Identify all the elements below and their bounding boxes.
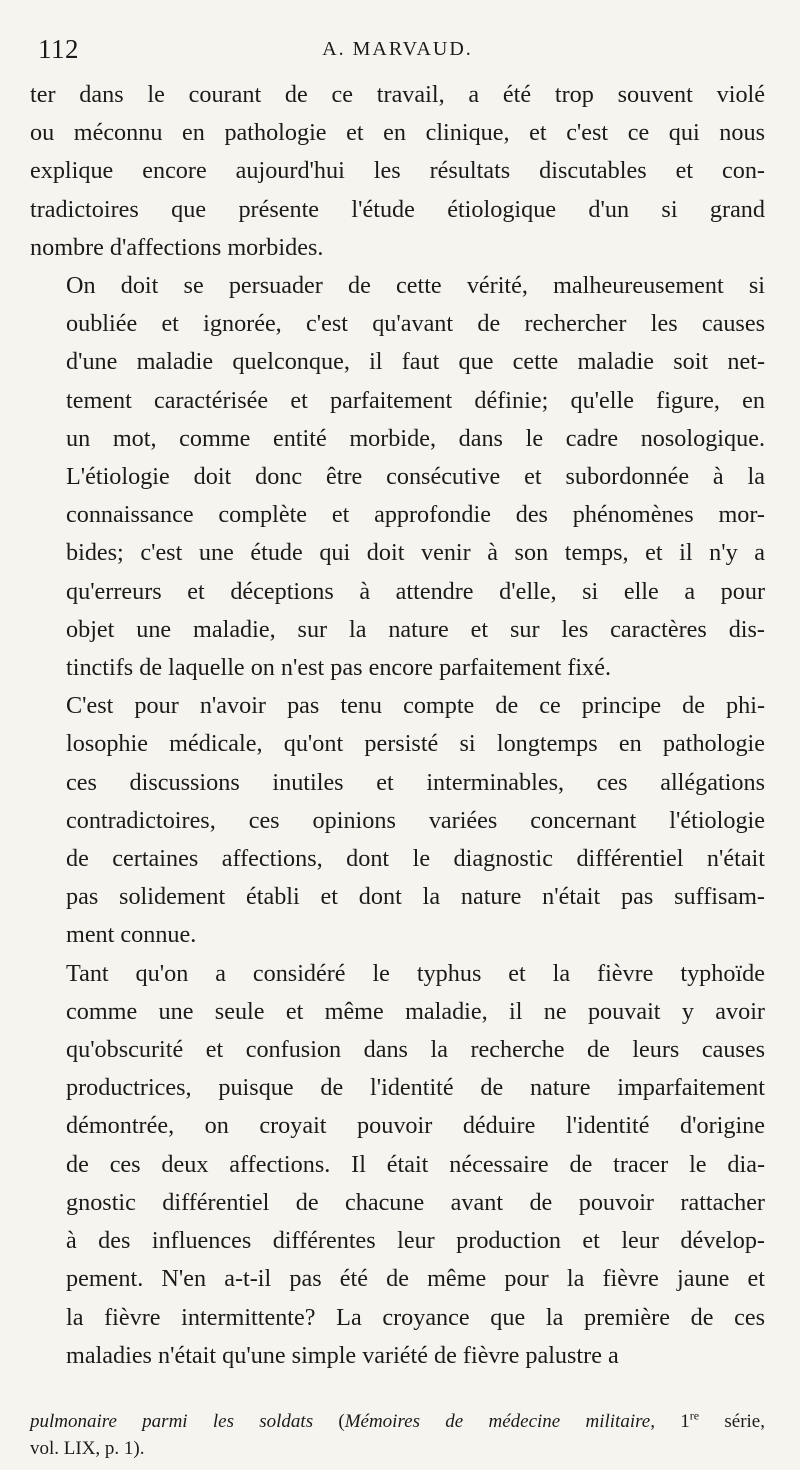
page-number: 112 [38,34,79,64]
text-line: gnostic différentiel de chacune avant de pouvoir rattacher [66,1188,765,1216]
footnote-paren: ( [313,1411,345,1432]
text-line: Tant qu'on a considéré le typhus et la fièvre typhoïde [66,959,765,987]
paragraph [30,687,765,954]
footnote [30,1408,765,1462]
text-line: tradictoires que présente l'étude étiologique d'un si grand [30,195,765,223]
text-line: objet une maladie, sur la nature et sur les caractères dis- [66,615,765,643]
footnote-line [30,1408,765,1435]
text-line: ment connue. [66,921,197,949]
text-line: la fièvre intermittente? La croyance que la première de ces [66,1303,765,1331]
book-page [30,22,765,1375]
text-line: tinctifs de laquelle on n'est pas encore parfaitement fixé. [66,654,611,682]
paragraph [30,955,765,1375]
text-line: comme une seule et même maladie, il ne pouvait y avoir [66,997,765,1025]
text-line: de ces deux affections. Il était nécessaire de tracer le dia- [66,1150,765,1178]
text-line: qu'erreurs et déceptions à attendre d'elle, si elle a pour [66,577,765,605]
text-line: ou méconnu en pathologie et en clinique, et c'est ce qui nous [30,119,765,147]
footnote-journal: Mémoires de médecine militaire, [344,1411,655,1432]
footnote-italic-text: pulmonaire parmi les soldats [30,1411,314,1432]
text-line: On doit se persuader de cette vérité, malheureusement si [66,272,765,300]
text-line: bides; c'est une étude qui doit venir à son temps, et il n'y a [66,539,765,567]
text-line: maladies n'était qu'une simple variété de fièvre palustre a [66,1341,619,1369]
text-line: démontrée, on croyait pouvoir déduire l'identité d'origine [66,1112,765,1140]
text-line: connaissance complète et approfondie des phénomènes mor- [66,501,765,529]
running-title: A. MARVAUD. [322,38,473,60]
text-line: losophie médicale, qu'ont persisté si longtemps en pathologie [66,730,765,758]
text-line: qu'obscurité et confusion dans la recherche de leurs causes [66,1036,765,1064]
text-line: à des influences différentes leur production et leur dévelop- [66,1227,765,1255]
text-line: tement caractérisée et parfaitement définie; qu'elle figure, en [66,386,765,414]
text-line: oubliée et ignorée, c'est qu'avant de rechercher les causes [66,310,765,338]
footnote-series-number: 1 [654,1411,690,1432]
footnote-series-superscript: re [689,1408,700,1423]
text-line: L'étiologie doit donc être consécutive et subordonnée à la [66,463,765,491]
text-line: C'est pour n'avoir pas tenu compte de ce principe de phi- [66,692,765,720]
running-head [30,22,765,76]
text-line: productrices, puisque de l'identité de nature imparfaitement [66,1074,765,1102]
text-line: explique encore aujourd'hui les résultats discutables et con- [30,157,765,185]
paragraph [30,76,765,267]
text-line: de certaines affections, dont le diagnostic différentiel n'était [66,845,765,873]
paragraph [30,267,765,687]
text-line: un mot, comme entité morbide, dans le cadre nosologique. [66,424,765,452]
footnote-line: vol. LIX, p. 1). [30,1438,145,1459]
text-line: contradictoires, ces opinions variées concernant l'étiologie [66,806,765,834]
text-line: ter dans le courant de ce travail, a été trop souvent violé [30,81,765,108]
text-line: d'une maladie quelconque, il faut que cette maladie soit net- [66,348,765,376]
body-text [30,76,765,1375]
text-line: pas solidement établi et dont la nature n'était pas suffisam- [66,883,765,911]
footnote-series-word: série, [699,1411,765,1432]
text-line: ces discussions inutiles et interminables, ces allégations [66,768,765,796]
text-line: nombre d'affections morbides. [30,233,324,261]
text-line: pement. N'en a-t-il pas été de même pour la fièvre jaune et [66,1265,765,1293]
